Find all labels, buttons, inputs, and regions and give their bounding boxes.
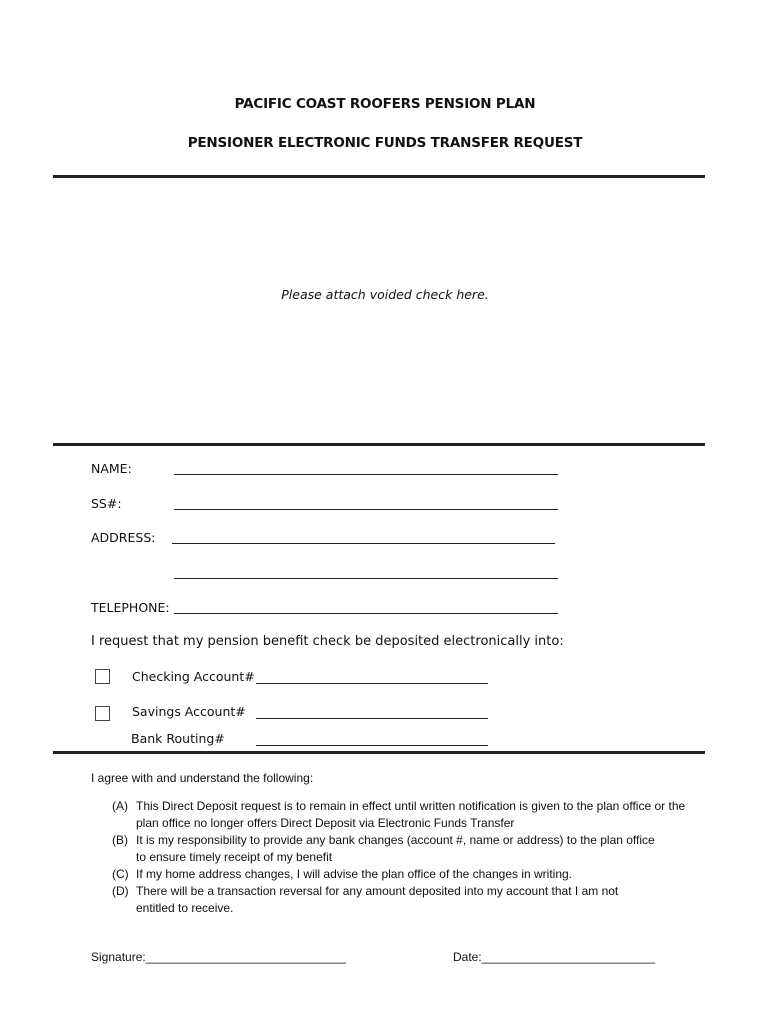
form-title: PENSIONER ELECTRONIC FUNDS TRANSFER REQUEST: [187, 135, 583, 151]
term-letter: (B): [112, 833, 128, 847]
name-label: NAME:: [91, 461, 132, 476]
term-letter: (D): [112, 884, 129, 898]
term-item-c: [112, 866, 702, 883]
top-divider: [53, 175, 705, 178]
name-field[interactable]: [174, 474, 558, 475]
ss-field[interactable]: [174, 509, 558, 510]
term-text: It is my responsibility to provide any bank changes (account #, name or address) to the plan office to ensure timely receipt of my benefit: [136, 833, 655, 864]
bank-routing-label: Bank Routing#: [131, 731, 225, 746]
term-letter: (A): [112, 799, 128, 813]
term-text: If my home address changes, I will advise the plan office of the changes in writing.: [136, 867, 573, 881]
address-field-line-1[interactable]: [172, 543, 555, 544]
terms-intro: I agree with and understand the following:: [91, 771, 314, 785]
signature-field[interactable]: Signature:______________________________: [91, 950, 346, 964]
deposit-request-text: I request that my pension benefit check be deposited electronically into:: [91, 634, 564, 649]
term-text: There will be a transaction reversal for any amount deposited into my account that I am not entitled to receive.: [136, 884, 619, 915]
address-field-line-2[interactable]: [174, 578, 558, 579]
telephone-label: TELEPHONE:: [91, 600, 170, 615]
term-item-a: [112, 798, 702, 832]
checking-checkbox[interactable]: [95, 669, 110, 684]
checking-account-label: Checking Account#: [132, 669, 255, 684]
term-letter: (C): [112, 867, 129, 881]
attach-check-instruction: Please attach voided check here.: [281, 287, 489, 302]
term-text: This Direct Deposit request is to remain in effect until written notification is given to the plan office or the plan office no longer offers Direct Deposit via Electronic Funds Transfer: [136, 799, 686, 830]
savings-account-label: Savings Account#: [132, 704, 246, 719]
savings-account-field[interactable]: [256, 718, 488, 719]
ss-label: SS#:: [91, 496, 122, 511]
term-item-d: [112, 883, 702, 917]
savings-checkbox[interactable]: [95, 706, 110, 721]
plan-title: PACIFIC COAST ROOFERS PENSION PLAN: [234, 96, 536, 112]
checking-account-field[interactable]: [256, 683, 488, 684]
bank-routing-field[interactable]: [256, 745, 488, 746]
telephone-field[interactable]: [174, 613, 558, 614]
check-area-divider: [53, 443, 705, 446]
term-item-b: [112, 832, 702, 866]
date-field[interactable]: Date:__________________________: [453, 950, 656, 964]
terms-divider: [53, 751, 705, 754]
address-label: ADDRESS:: [91, 530, 156, 545]
